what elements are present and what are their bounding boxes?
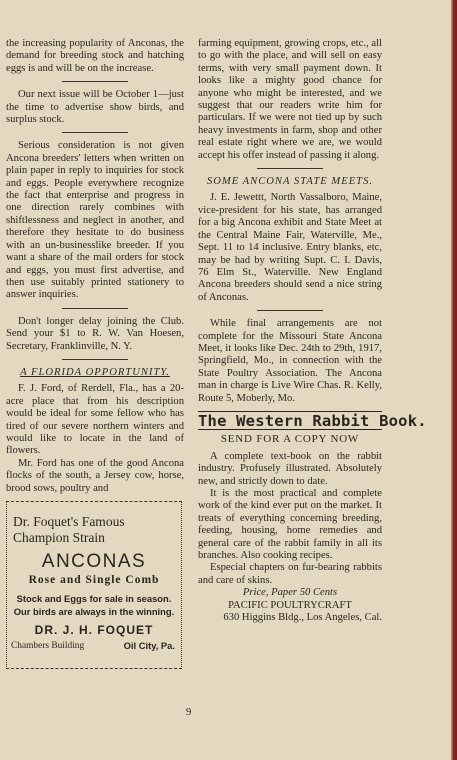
ad-breeder-name: DR. J. H. FOQUET (34, 622, 154, 637)
rabbit-book-price: Price, Paper 50 Cents (242, 587, 338, 599)
paragraph-missouri-meet: While final arrangements are not complete for the Missouri State Ancona Meet, it looks like Dec. 24th to 29th, 1917, Springfield, Mo., in connection with the State Poultry Association. The Ancona man in charge is Live Wire Chas. R. Kelly, Route 5, Moberly, Mo. (198, 318, 382, 404)
paragraph-maine-meet: J. E. Jewettt, North Vassalboro, Maine, vice-president for his state, has arranged for a big Ancona exhibit and State Meet at the Central Maine Fair, Waterville, Me., Sept. 11 to 14 inclusive. Entry blanks, etc, may be had by writing Supt. C. I. Davis, 76 Elm St., Waterville. New England Ancona breeders should send a nice string of Anconas. (198, 192, 382, 303)
paragraph-rabbit-chapters: Especial chapters on fur-bearing rabbits and care of skins. (198, 562, 382, 586)
page-number: 9 (186, 707, 192, 718)
paragraph-farm-equipment: farming equipment, growing crops, etc., all to go with the place, and will sell on easy terms, with very small payment down. It looks like a mighty good chance for anyone who might be interested, and we suggest that our readers write him for particulars. If we were not tied up by such heavy investments in farm, shop and other real estate right where we are, we would accept his offer instead of passing it along. (198, 38, 382, 161)
heading-florida-opportunity: A FLORIDA OPPORTUNITY. (20, 366, 170, 378)
divider (62, 132, 128, 133)
ad-title-line1: Dr. Foquet's Famous (13, 514, 125, 529)
paragraph-rabbit-textbook: A complete text-book on the rabbit industry. Profusely illustrated. Absolutely new, and strictly down to date. (198, 450, 382, 487)
divider (257, 168, 323, 169)
foquet-advertisement (6, 501, 182, 669)
left-column (6, 38, 184, 669)
ad-title (13, 514, 181, 546)
heading-state-meets: SOME ANCONA STATE MEETS. (206, 176, 374, 188)
ad-city: Oil City, Pa. (123, 640, 175, 652)
right-column (198, 38, 427, 624)
divider (62, 81, 128, 82)
rabbit-book-subtitle: SEND FOR A COPY NOW (220, 433, 360, 446)
ad-stock-text (7, 592, 181, 618)
paragraph-ford-place: F. J. Ford, of Rerdell, Fla., has a 20-acre place that from his description would be ideal for some fellow who has tired of our severe northern winters and would like to locate in the land of flowers. (6, 383, 184, 457)
ad-comb: Rose and Single Comb (28, 574, 160, 587)
ad-stock-line1: Stock and Eggs for sale in season. (16, 592, 172, 604)
ad-title-line2: Champion Strain (13, 530, 105, 545)
paragraph-next-issue: Our next issue will be October 1—just the time to advertise show birds, and surplus stock. (6, 89, 184, 126)
ad-building: Chambers Building (11, 641, 85, 652)
paragraph-join-club: Don't longer delay joining the Club. Send your $1 to R. W. Van Hoesen, Secretary, Franklinville, N. Y. (6, 315, 184, 352)
ad-stock-line2: Our birds are always in the winning. (13, 605, 175, 617)
divider (62, 308, 128, 309)
rabbit-book-banner: The Western Rabbit Book. (198, 411, 427, 430)
divider (62, 359, 128, 360)
paragraph-rabbit-practical: It is the most practical and complete work of the kind ever put on the market. It treats of everything concerning breeding, feeding, housing, home remedies and general care of the rabbit family in all its branches. Also cooking recipes. (198, 488, 382, 562)
paragraph-stationery: Serious consideration is not given Ancona breeders' letters when written on plain paper in reply to inquiries for stock and eggs. People everywhere recognize the fact that enterprise and progress in one direction rarely combines with shiftlessness and neglect in another, and therefore they hesitate to do business with an un-businesslike breeder. If you want a share of the mail orders for stock and eggs, you must first advertise, and then use suitably printed stationery to answer inquiries. (6, 140, 184, 301)
rabbit-book-publisher: PACIFIC POULTRYCRAFT (228, 599, 352, 611)
divider (257, 310, 323, 311)
paragraph-ancona-popularity: the increasing popularity of Anconas, the demand for breeding stock and hatching eggs is and will be on the increase. (6, 38, 184, 74)
ad-breed: ANCONAS (41, 551, 147, 572)
ad-footer (11, 640, 175, 652)
book-spine-edge (451, 0, 457, 760)
rabbit-book-address: 630 Higgins Bldg., Los Angeles, Cal. (223, 612, 382, 624)
paragraph-ford-flock: Mr. Ford has one of the good Ancona flocks of the south, a Jersey cow, horse, brood sows, poultry and (6, 457, 184, 494)
